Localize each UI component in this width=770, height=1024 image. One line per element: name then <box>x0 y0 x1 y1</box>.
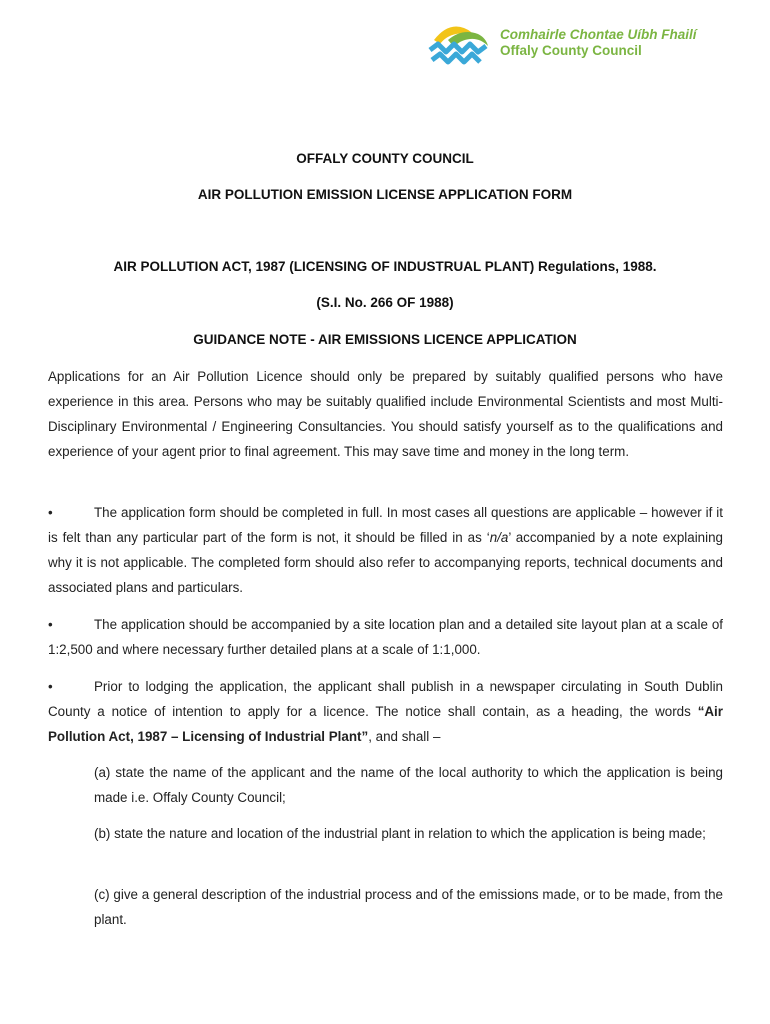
bullet-1-text-end: ’ accompanied by a note explaining why it is not applicable. The completed form should also refer to accompanying reports, technical documents and associated plans and particulars. <box>48 530 723 595</box>
bullet-1-na: n/a <box>489 530 509 545</box>
bullet-1-text: The application form should be completed in full. In most cases all questions are applicable – however if it is felt than any particular part of the form is not, it should be filled in as ‘ <box>48 505 723 545</box>
form-title: AIR POLLUTION EMISSION LICENSE APPLICATION FORM <box>197 187 573 202</box>
council-heading: OFFALY COUNTY COUNCIL <box>296 151 474 166</box>
bullet-newspaper-notice <box>48 674 723 749</box>
bullet-3-heading-words: “Air Pollution Act, 1987 – Licensing of Industrial Plant” <box>48 704 723 744</box>
subitem-c: (c) give a general description of the industrial process and of the emissions made, or to be made, from the plant. <box>94 887 723 927</box>
bullet-2-text: The application should be accompanied by a site location plan and a detailed site layout plan at a scale of 1:2,500 and where necessary further detailed plans at a scale of 1:1,000. <box>48 617 723 657</box>
bullet-3-text: Prior to lodging the application, the applicant shall publish in a newspaper circulating in South Dublin County a notice of intention to apply for a licence. The notice shall contain, as a heading, the words <box>48 679 723 719</box>
bullet-site-plan <box>48 612 723 662</box>
subitem-b: (b) state the nature and location of the industrial plant in relation to which the application is being made; <box>94 826 706 841</box>
logo-irish-name: Comhairle Chontae Uíbh Fhailí <box>500 27 697 42</box>
council-logo <box>428 20 697 66</box>
si-heading: (S.I. No. 266 OF 1988) <box>316 295 454 310</box>
act-heading: AIR POLLUTION ACT, 1987 (LICENSING OF INDUSTRUAL PLANT) Regulations, 1988. <box>113 259 657 274</box>
intro-paragraph: Applications for an Air Pollution Licence should only be prepared by suitably qualified persons who have experience in this area. Persons who may be suitably qualified include Environmental Scientists and most Multi-Disciplinary Environmental / Engineering Consultancies. You should satisfy yourself as to the qualifications and experience of your agent prior to final agreement. This may save time and money in the long term. <box>48 369 723 459</box>
bullet-marker: • <box>48 617 53 632</box>
guidance-heading: GUIDANCE NOTE - AIR EMISSIONS LICENCE APPLICATION <box>193 332 577 347</box>
council-logo-icon <box>428 20 492 66</box>
bullet-3-text-end: , and shall – <box>368 729 441 744</box>
bullet-completion <box>48 500 723 600</box>
logo-english-name: Offaly County Council <box>500 43 642 58</box>
subitem-a: (a) state the name of the applicant and the name of the local authority to which the application is being made i.e. Offaly County Council; <box>94 765 723 805</box>
bullet-marker: • <box>48 679 53 694</box>
bullet-marker: • <box>48 505 53 520</box>
